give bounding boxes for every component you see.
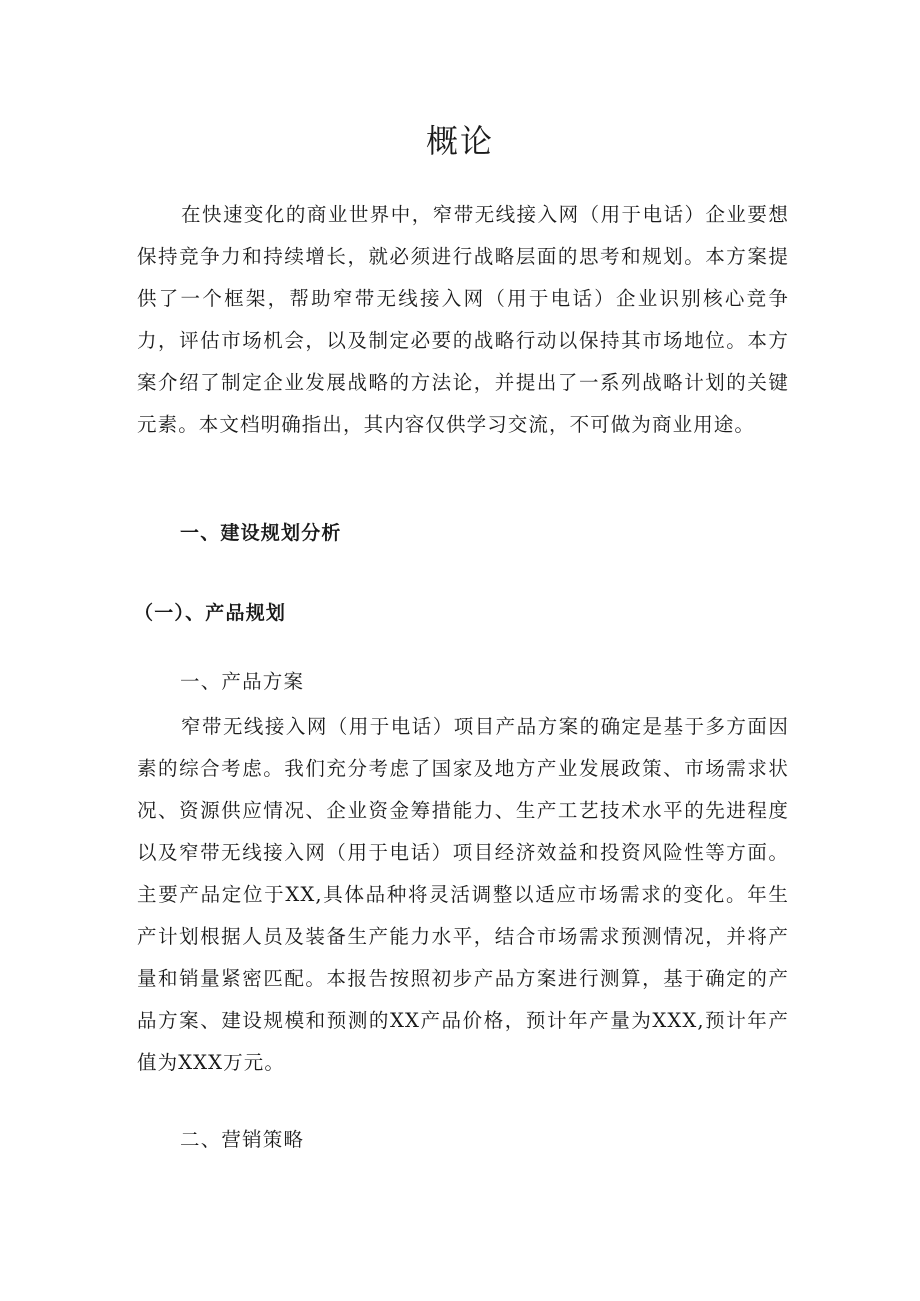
section-heading: 一、建设规划分析 [180,522,342,544]
page-title: 概论 [425,122,494,160]
product-plan-heading: 一、产品方案 [180,670,305,693]
product-plan-paragraph: 窄带无线接入网（用于电话）项目产品方案的确定是基于多方面因素的综合考虑。我们充分考虑了国家及地方产业发展政策、市场需求状况、资源供应情况、企业资金筹措能力、生产工艺技术水平的先进程度以及窄带无线接入网（用于电话）项目经济效益和投资风险性等方面。主要产品定位于XX,具体品种将灵活调整以适应市场需求的变化。年生产计划根据人员及装备生产能力水平，结合市场需求预测情况，并将产量和销量紧密匹配。本报告按照初步产品方案进行测算，基于确定的产品方案、建设规模和预测的XX产品价格，预计年产量为XXX,预计年产值为XXX万元。 [137,715,789,1074]
intro-paragraph: 在快速变化的商业世界中，窄带无线接入网（用于电话）企业要想保持竞争力和持续增长，就必须进行战略层面的思考和规划。本方案提供了一个框架，帮助窄带无线接入网（用于电话）企业识别核心竞争力，评估市场机会，以及制定必要的战略行动以保持其市场地位。本方案介绍了制定企业发展战略的方法论，并提出了一系列战略计划的关键元素。本文档明确指出，其内容仅供学习交流，不可做为商业用途。 [137,203,789,436]
subsection-heading: （一）、产品规划 [134,602,287,624]
marketing-strategy-heading: 二、营销策略 [180,1128,305,1151]
